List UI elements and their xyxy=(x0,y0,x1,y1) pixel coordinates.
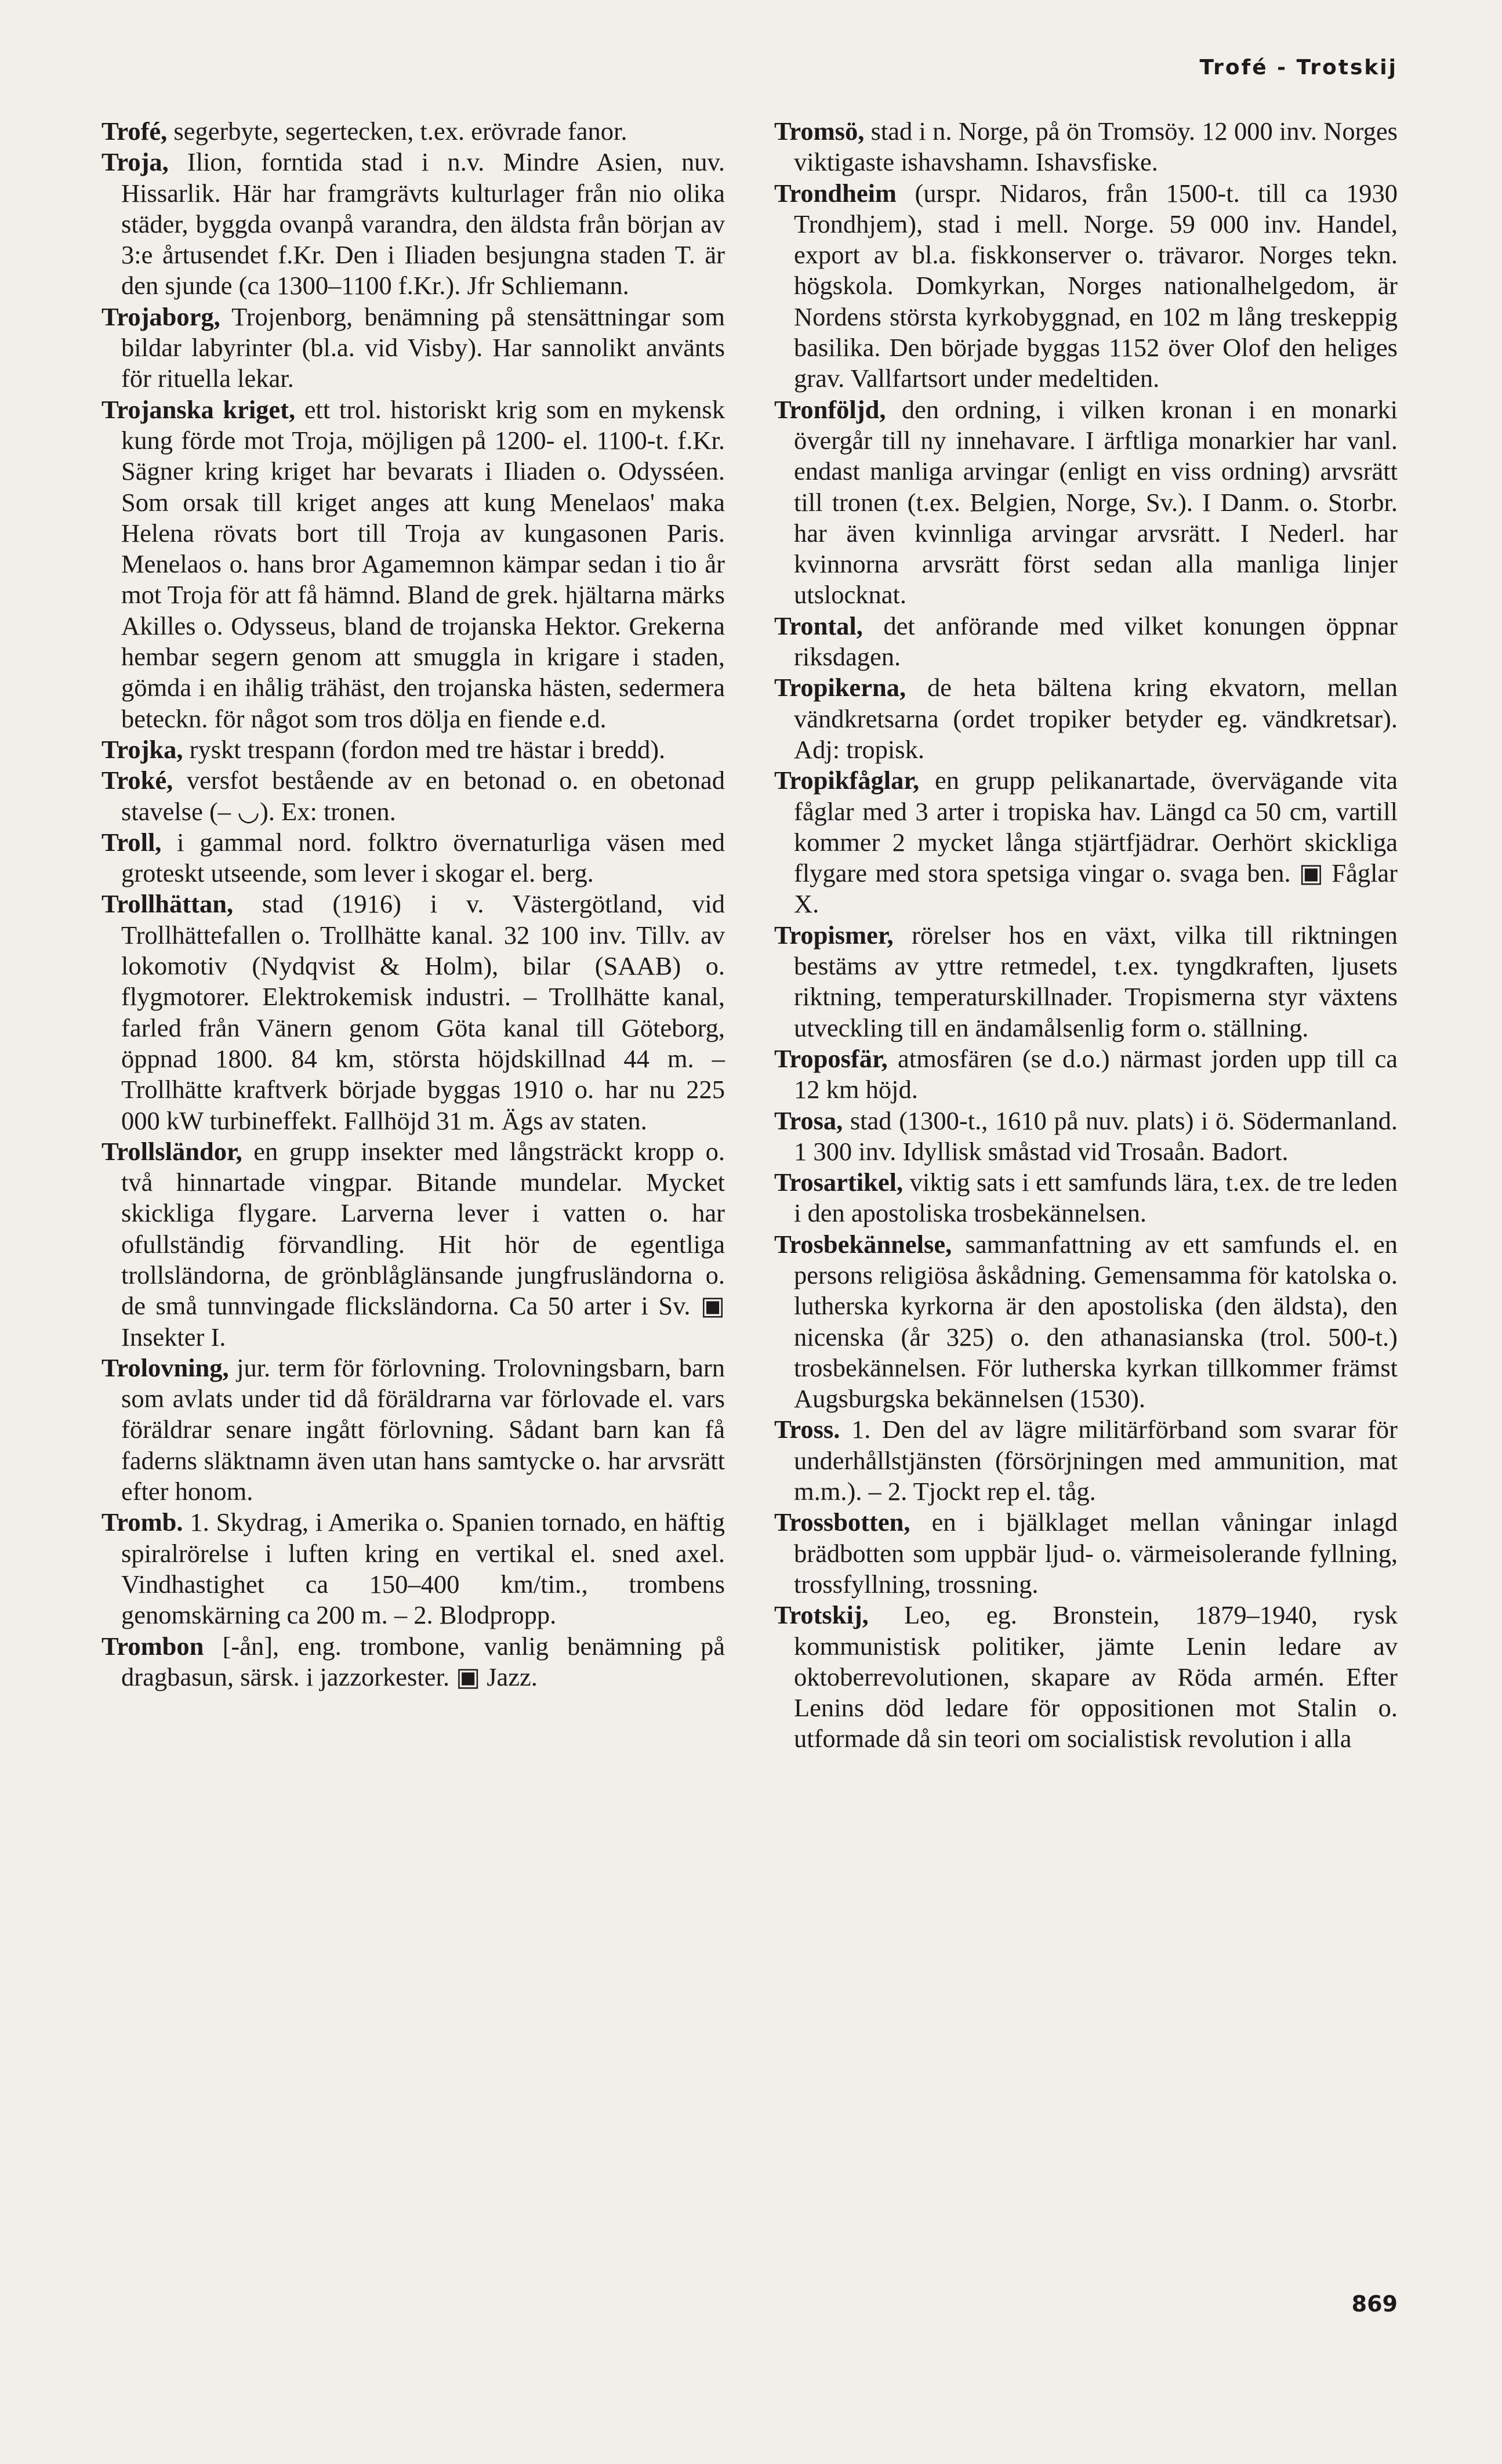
entry-headword: Trondheim xyxy=(774,178,897,208)
entry-headword: Trojaborg, xyxy=(101,302,220,331)
dictionary-entry xyxy=(774,1229,1398,1415)
dictionary-entry xyxy=(101,302,725,394)
entry-headword: Trojka, xyxy=(101,734,183,764)
dictionary-entry xyxy=(774,920,1398,1043)
entry-text: en grupp pelikanartade, övervägande vita fåglar med 3 arter i tropiska hav. Längd ca 50 cm, vartill kommer 2 mycket långa stjärtfjädrar. Oerhört skickliga flygare med stora spetsiga vingar o. svaga ben. ▣ Fåglar X. xyxy=(794,766,1398,919)
dictionary-entry xyxy=(101,1353,725,1507)
entry-headword: Tromsö, xyxy=(774,117,865,146)
entry-text: 1. Skydrag, i Amerika o. Spanien tornado, en häftig spiralrörelse i luften kring en vertikal el. sned axel. Vindhastighet ca 150–400 km/tim., trombens genomskärning ca 200 m. – 2. Blodpropp. xyxy=(121,1508,725,1630)
dictionary-entry xyxy=(101,116,725,147)
entry-headword: Troll, xyxy=(101,827,162,857)
entry-text: Leo, eg. Bronstein, 1879–1940, rysk kommunistisk politiker, jämte Lenin ledare av oktoberrevolutionen, skapare av Röda armén. Efter Lenins död ledare för oppositionen mot Stalin o. utformade då sin teori om socialistisk revolution i alla xyxy=(794,1600,1398,1753)
entry-headword: Tromb. xyxy=(101,1508,183,1537)
dictionary-entry xyxy=(774,765,1398,919)
entry-headword: Trojanska kriget, xyxy=(101,394,296,424)
dictionary-entry xyxy=(774,116,1398,178)
entry-headword: Tronföljd, xyxy=(774,394,886,424)
entry-text: 1. Den del av lägre militärförband som svarar för underhållstjänsten (försörjningen med ammunition, mat m.m.). – 2. Tjockt rep el. tåg. xyxy=(794,1415,1398,1506)
entry-headword: Tropismer, xyxy=(774,920,894,950)
entry-headword: Troposfär, xyxy=(774,1043,888,1073)
dictionary-entry xyxy=(101,1631,725,1693)
entry-text: Ilion, forntida stad i n.v. Mindre Asien, nuv. Hissarlik. Här har framgrävts kulturlager från nio olika städer, byggda ovanpå varandra, den äldsta från början av 3:e årtusendet f.Kr. Den i Iliaden besjungna staden T. är den sjunde (ca 1300–1100 f.Kr.). Jfr Schliemann. xyxy=(121,147,725,300)
dictionary-entry xyxy=(774,1043,1398,1106)
entry-headword: Trosa, xyxy=(774,1106,843,1135)
entry-text: en i bjälklaget mellan våningar inlagd brädbotten som uppbär ljud- o. värmeisolerande fyllning, trossfyllning, trossning. xyxy=(794,1508,1398,1599)
entry-text: de heta bältena kring ekvatorn, mellan vändkretsarna (ordet tropiker betyder eg. vändkretsar). Adj: tropisk. xyxy=(794,673,1398,764)
entry-text: stad (1916) i v. Västergötland, vid Trollhättefallen o. Trollhätte kanal. 32 100 inv. Tillv. av lokomotiv (Nydqvist & Holm), bilar (SAAB) o. flygmotorer. Elektrokemisk industri. – Trollhätte kanal, farled från Vänern genom Göta kanal till Göteborg, öppnad 1800. 84 km, största höjdskillnad 44 m. – Trollhätte kraftverk började byggas 1910 o. har nu 225 000 kW turbineffekt. Fallhöjd 31 m. Ägs av staten. xyxy=(121,889,725,1135)
page-number: 869 xyxy=(1351,2291,1398,2317)
entry-text: [-ån], eng. trombone, vanlig benämning på dragbasun, särsk. i jazzorkester. ▣ Jazz. xyxy=(121,1631,725,1691)
entry-headword: Trofé, xyxy=(101,117,168,146)
entry-text: sammanfattning av ett samfunds el. en persons religiösa åskådning. Gemensamma för katolska o. lutherska kyrkorna är den apostoliska (den äldsta), den nicenska (år 325) o. den athanasianska (trol. 500-t.) trosbekännelsen. För lutherska kyrkan tillkommer främst Augsburgska bekännelsen (1530). xyxy=(794,1229,1398,1414)
entry-text: jur. term för förlovning. Trolovningsbarn, barn som avlats under tid då föräldrarna var förlovade el. vars föräldrar senare ingått förlovning. Sådant barn kan få faderns släktnamn även utan hans samtycke o. har arvsrätt efter honom. xyxy=(121,1353,725,1506)
right-column xyxy=(774,116,1398,1755)
entry-text: rörelser hos en växt, vilka till riktningen bestäms av yttre retmedel, t.ex. tyngdkraften, ljusets riktning, temperaturskillnader. Tropismerna styr växtens utveckling till en ändamålsenlig form o. ställning. xyxy=(794,920,1398,1042)
entry-text: stad i n. Norge, på ön Tromsöy. 12 000 inv. Norges viktigaste ishavshamn. Ishavsfiske. xyxy=(794,117,1398,177)
entry-text: i gammal nord. folktro övernaturliga väsen med groteskt utseende, som lever i skogar el. berg. xyxy=(121,827,725,888)
entry-text: ett trol. historiskt krig som en mykensk kung förde mot Troja, möjligen på 1200- el. 1100-t. f.Kr. Sägner kring kriget har bevarats i Iliaden o. Odysséen. Som orsak till kriget anges att kung Menelaos' maka Helena rövats bort till Troja av kungasonen Paris. Menelaos o. hans bror Agamemnon kämpar sedan i tio år mot Troja för att få hämnd. Bland de grek. hjältarna märks Akilles o. Odysseus, bland de trojanska Hektor. Grekerna hembar segern genom att smuggla in krigare i staden, gömda i en ihålig trähäst, den trojanska hästen, sedermera beteckn. för något som tros dölja en fiende e.d. xyxy=(121,394,725,733)
dictionary-entry xyxy=(101,765,725,827)
dictionary-entry xyxy=(101,394,725,734)
entry-text: en grupp insekter med långsträckt kropp o. två hinnartade vingpar. Bitande mundelar. Mycket skickliga flygare. Larverna lever i vatten o. har ofullständig förvandling. Hit hör de egentliga trollsländorna, de grönblåglänsande jungfrusländorna o. de små tunnvingade flicksländorna. Ca 50 arter i Sv. ▣ Insekter I. xyxy=(121,1136,725,1351)
entry-headword: Trosartikel, xyxy=(774,1168,904,1197)
entry-text: ryskt trespann (fordon med tre hästar i bredd). xyxy=(183,734,666,764)
entry-headword: Trolovning, xyxy=(101,1353,229,1382)
entry-text: Trojenborg, benämning på stensättningar som bildar labyrinter (bl.a. vid Visby). Har sannolikt använts för rituella lekar. xyxy=(121,302,725,393)
dictionary-entry xyxy=(774,672,1398,765)
dictionary-entry xyxy=(774,178,1398,394)
dictionary-entry xyxy=(774,1507,1398,1600)
entry-headword: Trollsländor, xyxy=(101,1136,242,1166)
entry-headword: Trombon xyxy=(101,1631,204,1661)
entry-headword: Trontal, xyxy=(774,611,863,640)
dictionary-entry xyxy=(101,1507,725,1630)
entry-headword: Trotskij, xyxy=(774,1600,869,1630)
entry-headword: Tropikerna, xyxy=(774,673,906,702)
entry-text: den ordning, i vilken kronan i en monarki övergår till ny innehavare. I ärftliga monarkier har vanl. endast manliga arvingar (enligt en viss ordning) arvsrätt till tronen (t.ex. Belgien, Norge, Sv.). I Danm. o. Storbr. har även kvinnliga arvingar arvsrätt. I Nederl. har kvinnorna arvsrätt först sedan alla manliga linjer utslocknat. xyxy=(794,394,1398,610)
entry-text: stad (1300-t., 1610 på nuv. plats) i ö. Södermanland. 1 300 inv. Idyllisk småstad vid Trosaån. Badort. xyxy=(794,1106,1398,1166)
entry-headword: Trollhättan, xyxy=(101,889,234,919)
entry-text: det anförande med vilket konungen öppnar riksdagen. xyxy=(794,611,1398,672)
entry-headword: Tross. xyxy=(774,1415,840,1444)
dictionary-entry xyxy=(774,611,1398,673)
dictionary-entry xyxy=(774,1600,1398,1754)
dictionary-entry xyxy=(101,734,725,765)
entry-headword: Troké, xyxy=(101,766,173,795)
dictionary-entry xyxy=(774,1167,1398,1229)
entry-headword: Trossbotten, xyxy=(774,1508,910,1537)
dictionary-entry xyxy=(101,147,725,301)
dictionary-entry xyxy=(774,1106,1398,1168)
entry-text: (urspr. Nidaros, från 1500-t. till ca 1930 Trondhjem), stad i mell. Norge. 59 000 inv. Handel, export av bl.a. fiskkonserver o. trävaror. Norges tekn. högskola. Domkyrkan, Norges nationalhelgedom, är Nordens största kyrkobyggnad, en 102 m lång treskeppig basilika. Den började byggas 1152 över Olof den heliges grav. Vallfartsort under medeltiden. xyxy=(794,178,1398,393)
entry-text: viktig sats i ett samfunds lära, t.ex. de tre leden i den apostoliska trosbekännelsen. xyxy=(794,1168,1398,1228)
dictionary-entry xyxy=(101,889,725,1136)
entry-text: atmosfären (se d.o.) närmast jorden upp till ca 12 km höjd. xyxy=(794,1043,1398,1104)
entry-headword: Trosbekännelse, xyxy=(774,1229,952,1259)
entry-headword: Troja, xyxy=(101,147,169,177)
running-head: Trofé - Trotskij xyxy=(1199,56,1398,79)
dictionary-entry xyxy=(774,1414,1398,1507)
dictionary-entry xyxy=(101,827,725,889)
left-column xyxy=(101,116,725,1693)
dictionary-entry xyxy=(774,394,1398,611)
entry-text: versfot bestående av en betonad o. en obetonad stavelse (– ◡). Ex: tronen. xyxy=(121,766,725,826)
dictionary-entry xyxy=(101,1136,725,1353)
entry-headword: Tropikfåglar, xyxy=(774,766,920,795)
entry-text: segerbyte, segertecken, t.ex. erövrade fanor. xyxy=(167,117,627,146)
